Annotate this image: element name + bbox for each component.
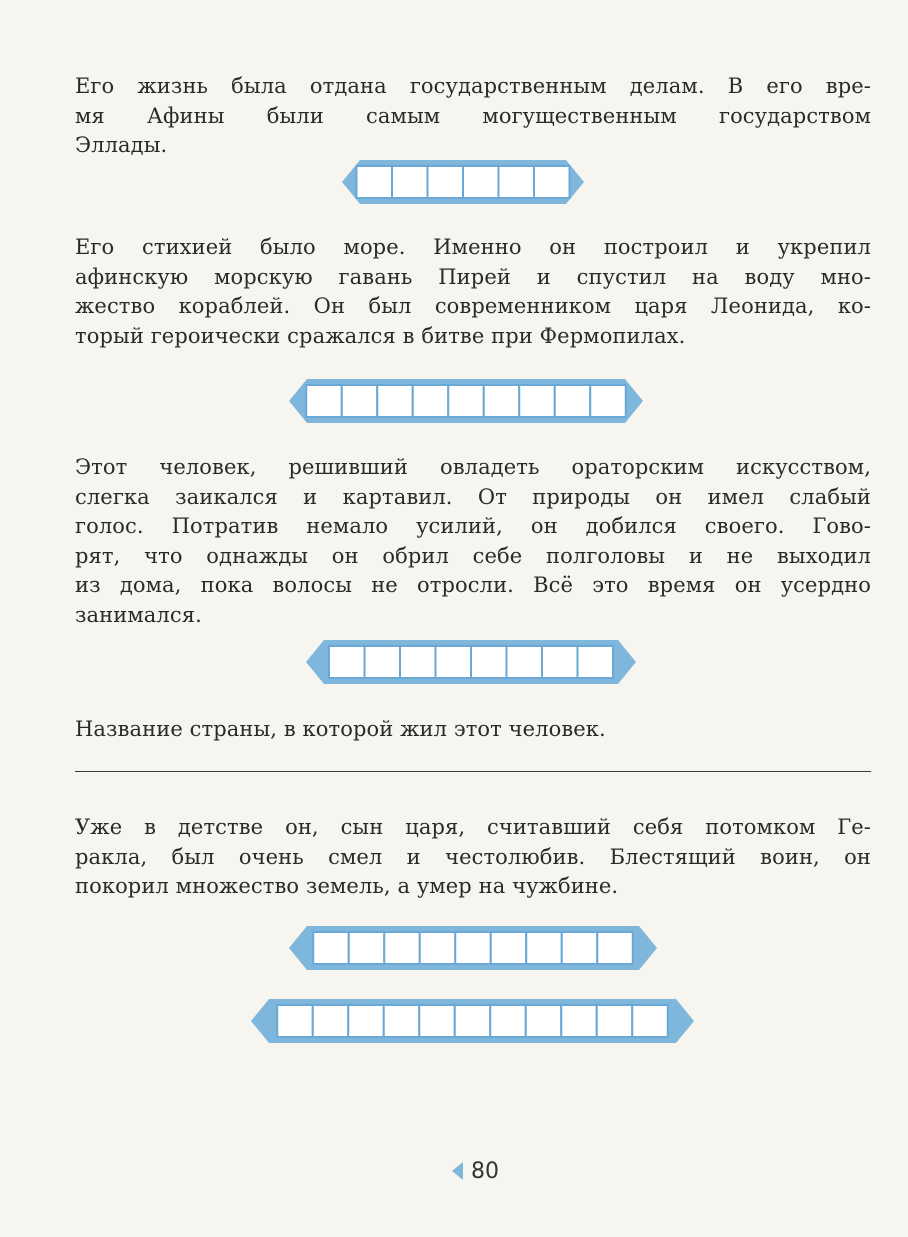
page-number-text: 80 xyxy=(471,1158,499,1184)
page-number xyxy=(452,1156,499,1186)
text-line: Его жизнь была отдана государственным делам. В его вре- xyxy=(75,74,871,98)
letter-cell[interactable] xyxy=(419,1005,455,1037)
letter-cell[interactable] xyxy=(597,1005,633,1037)
letter-cell[interactable] xyxy=(365,646,401,678)
answer-box-5[interactable] xyxy=(251,991,694,1051)
letter-cell[interactable] xyxy=(377,385,413,417)
letter-cell[interactable] xyxy=(413,385,449,417)
page-arrow-icon xyxy=(452,1162,463,1180)
letter-cell[interactable] xyxy=(384,932,420,964)
letter-cell[interactable] xyxy=(519,385,555,417)
text-line: мя Афины были самым могущественным государством xyxy=(75,103,871,128)
letter-cell[interactable] xyxy=(357,166,393,198)
paragraph-4 xyxy=(75,715,871,745)
text-line: покорил множество земель, а умер на чужбине. xyxy=(75,874,619,898)
letter-cell[interactable] xyxy=(561,1005,597,1037)
letter-cell[interactable] xyxy=(526,932,562,964)
letter-cell[interactable] xyxy=(484,385,520,417)
letter-cell[interactable] xyxy=(491,932,527,964)
letter-cell[interactable] xyxy=(578,646,614,678)
paragraph-5 xyxy=(75,813,871,902)
text-line: слегка заикался и картавил. От природы он имел слабый xyxy=(75,484,871,509)
text-line: голос. Потратив немало усилий, он добился своего. Гово- xyxy=(75,514,871,538)
letter-cell[interactable] xyxy=(507,646,543,678)
answer-box-1[interactable] xyxy=(342,152,584,212)
letter-cell[interactable] xyxy=(555,385,591,417)
letter-cell[interactable] xyxy=(384,1005,420,1037)
text-line: Уже в детстве он, сын царя, считавший себя потомком Ге- xyxy=(75,815,871,839)
letter-cell[interactable] xyxy=(313,1005,349,1037)
paragraph-2 xyxy=(75,233,871,351)
letter-cell[interactable] xyxy=(534,166,570,198)
letter-cell[interactable] xyxy=(463,166,499,198)
answer-box-2[interactable] xyxy=(289,371,643,431)
letter-cell[interactable] xyxy=(313,932,349,964)
country-answer-line[interactable] xyxy=(75,771,871,772)
letter-cell[interactable] xyxy=(436,646,472,678)
paragraph-3 xyxy=(75,453,871,630)
letter-cell[interactable] xyxy=(420,932,456,964)
letter-cell[interactable] xyxy=(455,1005,491,1037)
letter-cell[interactable] xyxy=(392,166,428,198)
letter-cell[interactable] xyxy=(306,385,342,417)
letter-cell[interactable] xyxy=(490,1005,526,1037)
letter-cell[interactable] xyxy=(277,1005,313,1037)
text-line: Эллады. xyxy=(75,133,168,157)
letter-cell[interactable] xyxy=(499,166,535,198)
letter-cell[interactable] xyxy=(597,932,633,964)
text-line: торый героически сражался в битве при Фермопилах. xyxy=(75,323,686,348)
text-line: занимался. xyxy=(75,602,202,627)
letter-cell[interactable] xyxy=(471,646,507,678)
letter-cell[interactable] xyxy=(562,932,598,964)
text-line: из дома, пока волосы не отросли. Всё это время он усердно xyxy=(75,573,871,597)
letter-cell[interactable] xyxy=(342,385,378,417)
paragraph-1 xyxy=(75,72,871,161)
letter-cell[interactable] xyxy=(349,932,385,964)
text-line: Его стихией было море. Именно он построил и укрепил xyxy=(75,235,871,259)
letter-cell[interactable] xyxy=(590,385,626,417)
text-line: рят, что однажды он обрил себе полголовы и не выходил xyxy=(75,543,871,568)
text-line: жество кораблей. Он был современником царя Леонида, ко- xyxy=(75,294,871,318)
letter-cell[interactable] xyxy=(329,646,365,678)
letter-cell[interactable] xyxy=(448,385,484,417)
answer-box-3[interactable] xyxy=(306,632,636,692)
answer-box-4[interactable] xyxy=(289,918,657,978)
text-line: ракла, был очень смел и честолюбив. Блестящий воин, он xyxy=(75,844,871,869)
letter-cell[interactable] xyxy=(348,1005,384,1037)
letter-cell[interactable] xyxy=(542,646,578,678)
letter-cell[interactable] xyxy=(400,646,436,678)
letter-cell[interactable] xyxy=(428,166,464,198)
letter-cell[interactable] xyxy=(526,1005,562,1037)
letter-cell[interactable] xyxy=(455,932,491,964)
text-line: Название страны, в которой жил этот человек. xyxy=(75,717,606,741)
text-line: Этот человек, решивший овладеть ораторским искусством, xyxy=(75,455,871,479)
text-line: афинскую морскую гавань Пирей и спустил на воду мно- xyxy=(75,264,871,289)
letter-cell[interactable] xyxy=(632,1005,668,1037)
